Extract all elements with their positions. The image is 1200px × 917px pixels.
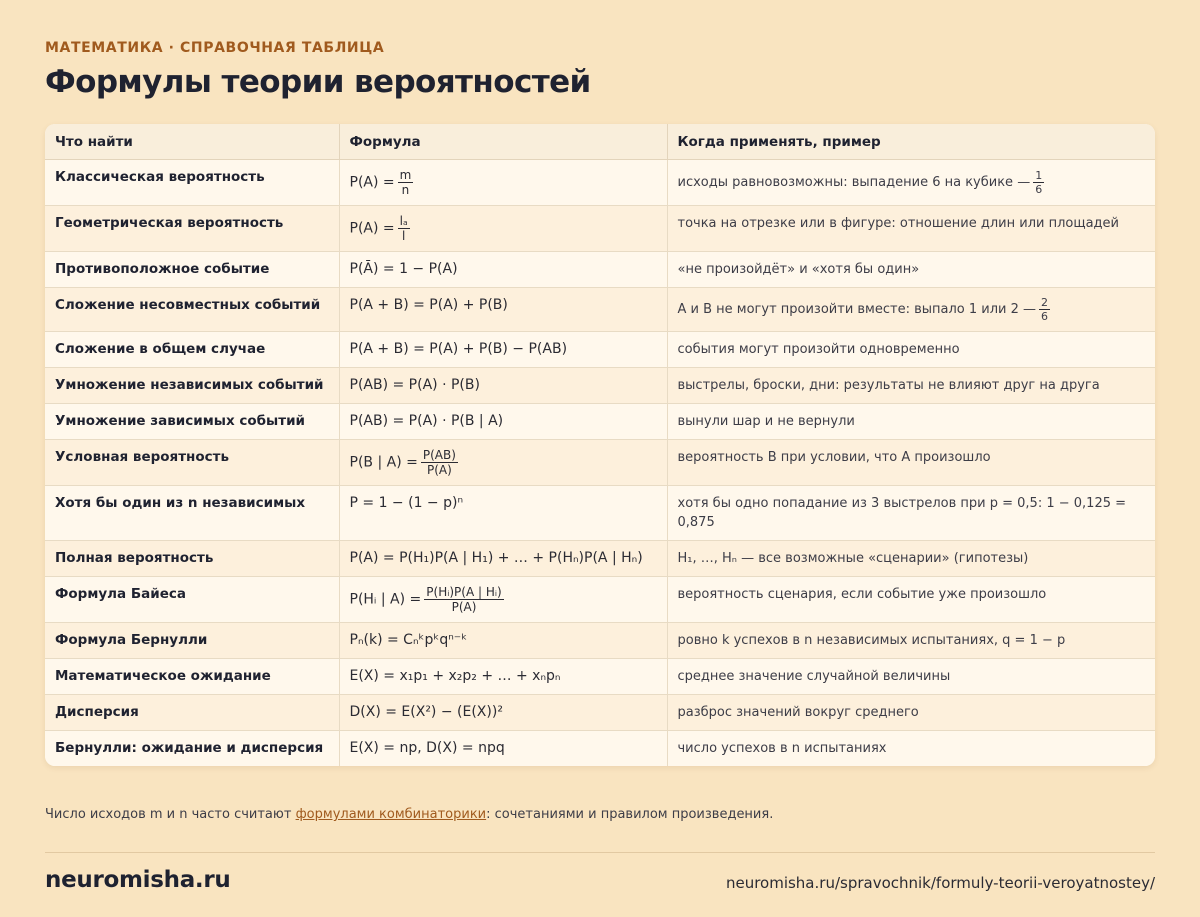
row-usage: выстрелы, броски, дни: результаты не влияют друг на друга bbox=[667, 368, 1155, 404]
row-formula: P(Ā) = 1 − P(A) bbox=[339, 252, 667, 288]
column-header-when: Когда применять, пример bbox=[667, 124, 1155, 160]
fraction-denominator: 6 bbox=[1041, 310, 1049, 323]
row-usage: события могут произойти одновременно bbox=[667, 332, 1155, 368]
row-usage: ровно k успехов в n независимых испытаниях, q = 1 − p bbox=[667, 623, 1155, 659]
row-formula bbox=[339, 577, 667, 623]
fraction-denominator: P(A) bbox=[426, 463, 452, 477]
table-row bbox=[45, 731, 1155, 767]
row-usage: вероятность сценария, если событие уже произошло bbox=[667, 577, 1155, 623]
formula-table bbox=[45, 124, 1155, 766]
table-row bbox=[45, 440, 1155, 486]
row-name: Сложение несовместных событий bbox=[45, 288, 339, 332]
table-row bbox=[45, 659, 1155, 695]
row-name: Бернулли: ожидание и дисперсия bbox=[45, 731, 339, 767]
row-name: Классическая вероятность bbox=[45, 160, 339, 206]
formula-fraction bbox=[421, 448, 458, 477]
row-name: Хотя бы один из n независимых bbox=[45, 486, 339, 541]
row-formula: P(A + B) = P(A) + P(B) − P(AB) bbox=[339, 332, 667, 368]
table-row bbox=[45, 486, 1155, 541]
table-row bbox=[45, 541, 1155, 577]
table-row bbox=[45, 288, 1155, 332]
row-usage: число успехов в n испытаниях bbox=[667, 731, 1155, 767]
row-formula bbox=[339, 160, 667, 206]
fraction-numerator: m bbox=[399, 168, 412, 182]
table-row bbox=[45, 252, 1155, 288]
row-usage bbox=[667, 288, 1155, 332]
row-formula: P = 1 − (1 − p)ⁿ bbox=[339, 486, 667, 541]
row-formula: E(X) = x₁p₁ + x₂p₂ + … + xₙpₙ bbox=[339, 659, 667, 695]
table-row bbox=[45, 206, 1155, 252]
row-usage: точка на отрезке или в фигуре: отношение длин или площадей bbox=[667, 206, 1155, 252]
row-usage: вероятность B при условии, что A произошло bbox=[667, 440, 1155, 486]
formula-table-card bbox=[45, 124, 1155, 766]
row-formula bbox=[339, 206, 667, 252]
formula-fraction bbox=[424, 585, 503, 614]
formula-lhs: P(A) = bbox=[349, 174, 395, 191]
row-name: Математическое ожидание bbox=[45, 659, 339, 695]
row-usage: «не произойдёт» и «хотя бы один» bbox=[667, 252, 1155, 288]
footer-divider bbox=[45, 852, 1155, 853]
table-row bbox=[45, 368, 1155, 404]
combinatorics-link[interactable]: формулами комбинаторики bbox=[295, 807, 487, 822]
fraction-numerator: lₐ bbox=[399, 214, 408, 228]
fraction-denominator: P(A) bbox=[451, 600, 477, 614]
table-row bbox=[45, 695, 1155, 731]
fraction-numerator: 2 bbox=[1041, 296, 1049, 309]
footnote bbox=[45, 807, 773, 822]
row-name: Умножение независимых событий bbox=[45, 368, 339, 404]
row-name: Умножение зависимых событий bbox=[45, 404, 339, 440]
row-formula: E(X) = np, D(X) = npq bbox=[339, 731, 667, 767]
column-header-what: Что найти bbox=[45, 124, 339, 160]
row-name: Формула Бернулли bbox=[45, 623, 339, 659]
row-formula: P(AB) = P(A) · P(B | A) bbox=[339, 404, 667, 440]
fraction-numerator: P(AB) bbox=[422, 448, 456, 462]
fraction-denominator: n bbox=[401, 183, 410, 197]
usage-text: исходы равновозможны: выпадение 6 на кубике — bbox=[677, 175, 1031, 190]
row-formula: D(X) = E(X²) − (E(X))² bbox=[339, 695, 667, 731]
fraction-numerator: P(Hᵢ)P(A | Hᵢ) bbox=[426, 585, 502, 599]
row-name: Формула Байеса bbox=[45, 577, 339, 623]
row-usage: разброс значений вокруг среднего bbox=[667, 695, 1155, 731]
fraction-denominator: 6 bbox=[1035, 183, 1043, 196]
table-row bbox=[45, 623, 1155, 659]
table-header-row bbox=[45, 124, 1155, 160]
usage-text: A и B не могут произойти вместе: выпало 1 или 2 — bbox=[677, 302, 1037, 317]
usage-fraction bbox=[1039, 296, 1050, 323]
table-row bbox=[45, 577, 1155, 623]
table-row bbox=[45, 404, 1155, 440]
row-usage: среднее значение случайной величины bbox=[667, 659, 1155, 695]
formula-fraction bbox=[398, 214, 410, 243]
column-header-formula: Формула bbox=[339, 124, 667, 160]
row-name: Геометрическая вероятность bbox=[45, 206, 339, 252]
row-name: Дисперсия bbox=[45, 695, 339, 731]
row-usage: H₁, …, Hₙ — все возможные «сценарии» (гипотезы) bbox=[667, 541, 1155, 577]
row-name: Противоположное событие bbox=[45, 252, 339, 288]
table-row bbox=[45, 160, 1155, 206]
table-body bbox=[45, 160, 1155, 767]
row-usage bbox=[667, 160, 1155, 206]
row-formula bbox=[339, 440, 667, 486]
fraction-denominator: l bbox=[401, 229, 406, 243]
row-name: Полная вероятность bbox=[45, 541, 339, 577]
page-url[interactable]: neuromisha.ru/spravochnik/formuly-teorii-veroyatnostey/ bbox=[725, 874, 1155, 892]
row-formula: P(A) = P(H₁)P(A | H₁) + … + P(Hₙ)P(A | Hₙ) bbox=[339, 541, 667, 577]
fraction-numerator: 1 bbox=[1035, 169, 1043, 182]
formula-lhs: P(Hᵢ | A) = bbox=[349, 591, 422, 608]
row-usage: вынули шар и не вернули bbox=[667, 404, 1155, 440]
page-kicker: МАТЕМАТИКА · СПРАВОЧНАЯ ТАБЛИЦА bbox=[45, 40, 385, 56]
footnote-text-before: Число исходов m и n часто считают bbox=[45, 807, 296, 822]
table-row bbox=[45, 332, 1155, 368]
formula-lhs: P(B | A) = bbox=[349, 454, 418, 471]
row-formula: P(AB) = P(A) · P(B) bbox=[339, 368, 667, 404]
brand-logo[interactable]: neuromisha.ru bbox=[45, 867, 231, 893]
row-formula: P(A + B) = P(A) + P(B) bbox=[339, 288, 667, 332]
page-title: Формулы теории вероятностей bbox=[45, 64, 591, 100]
row-formula: Pₙ(k) = Cₙᵏpᵏqⁿ⁻ᵏ bbox=[339, 623, 667, 659]
formula-fraction bbox=[398, 168, 414, 197]
row-usage: хотя бы одно попадание из 3 выстрелов при p = 0,5: 1 − 0,125 = 0,875 bbox=[667, 486, 1155, 541]
footnote-text-after: : сочетаниями и правилом произведения. bbox=[486, 807, 774, 822]
row-name: Условная вероятность bbox=[45, 440, 339, 486]
usage-fraction bbox=[1033, 169, 1044, 196]
row-name: Сложение в общем случае bbox=[45, 332, 339, 368]
formula-lhs: P(A) = bbox=[349, 220, 395, 237]
